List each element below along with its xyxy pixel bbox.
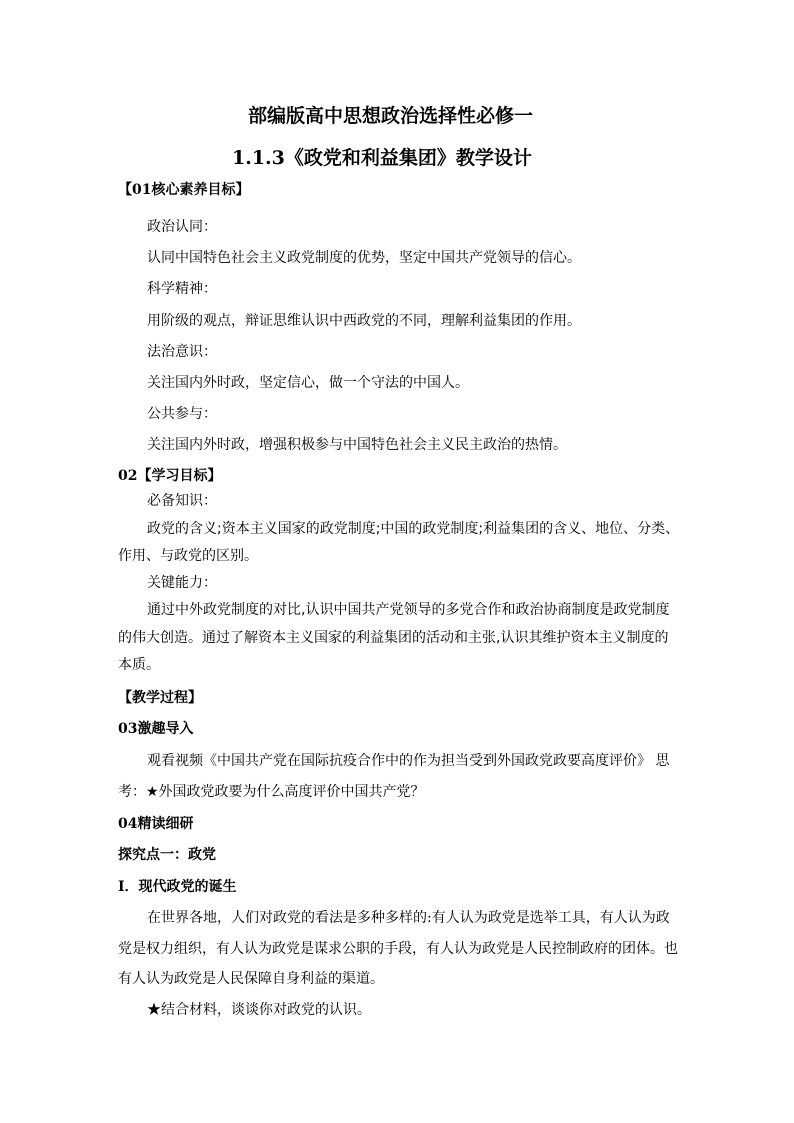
sub-heading: Ⅰ．现代政党的诞生 [118,879,237,895]
process-heading: 【教学过程】 [118,690,202,706]
document-subtitle: 1.1.3《政党和利益集团》教学设计 [232,147,532,169]
ability-text: 的伟大创造。通过了解资本主义国家的利益集团的活动和主张,认识其维护资本主义制度的 [118,630,669,646]
intro-text: 观看视频《中国共产党在国际抗疫合作中的作为担当受到外国政党政要高度评价》 思 [147,753,670,769]
goal-text: 用阶级的观点，辩证思维认识中西政党的不同，理解利益集团的作用。 [147,313,581,329]
section-heading-03: 03激趣导入 [118,721,194,737]
goal-text: 认同中国特色社会主义政党制度的优势，坚定中国共产党领导的信心。 [147,250,581,266]
knowledge-label: 必备知识： [147,493,217,509]
document-title: 部编版高中思想政治选择性必修一 [248,105,534,127]
goal-label: 法治意识： [147,344,217,360]
ability-label: 关键能力： [147,575,217,591]
intro-text: 考：★外国政党政要为什么高度评价中国共产党？ [118,784,425,800]
ability-text: 本质。 [118,657,160,673]
section-heading-01: 【01核心素养目标】 [118,182,250,198]
goal-label: 科学精神： [147,281,217,297]
inquiry-point-heading: 探究点一：政党 [118,847,216,863]
section-heading-04: 04精读细研 [118,816,194,832]
goal-text: 关注国内外时政，增强积极参与中国特色社会主义民主政治的热情。 [147,437,567,453]
task-text: ★结合材料，谈谈你对政党的认识。 [147,1002,371,1018]
knowledge-text: 政党的含义;资本主义国家的政党制度;中国的政党制度;利益集团的含义、地位、分类、 [147,521,680,537]
goal-label: 政治认同： [147,219,217,235]
paragraph-text: 党是权力组织，有人认为政党是谋求公职的手段，有人认为政党是人民控制政府的团体。也 [118,941,678,957]
paragraph-text: 在世界各地，人们对政党的看法是多种多样的:有人认为政党是选举工具，有人认为政 [147,910,670,926]
paragraph-text: 有人认为政党是人民保障自身利益的渠道。 [118,971,384,987]
goal-label: 公共参与： [147,406,217,422]
goal-text: 关注国内外时政，坚定信心，做一个守法的中国人。 [147,375,469,391]
knowledge-text: 作用、与政党的区别。 [118,548,258,564]
ability-text: 通过中外政党制度的对比,认识中国共产党领导的多党合作和政治协商制度是政党制度 [147,602,670,618]
section-heading-02: 02【学习目标】 [118,468,222,484]
